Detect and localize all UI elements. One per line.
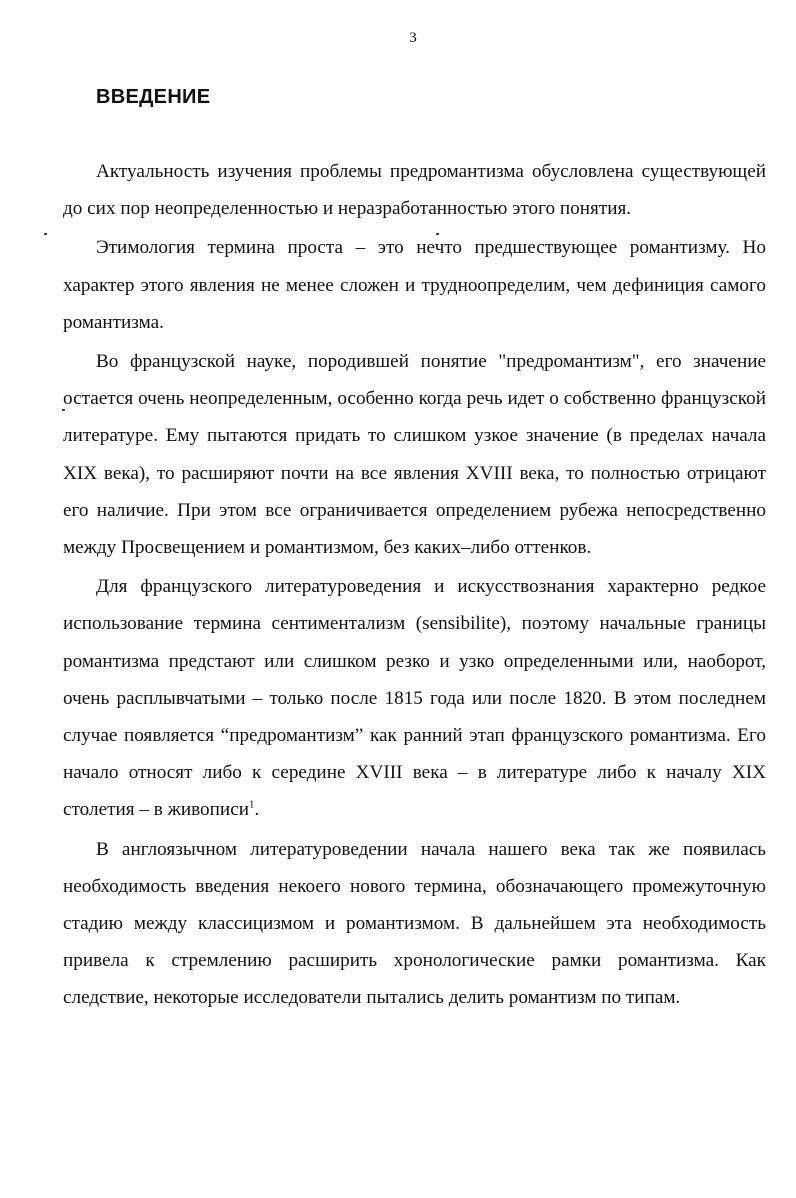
scan-speck <box>62 409 65 411</box>
paragraph: Во французской науке, породившей понятие "предромантизм", его значение остается очень неопределенным, особенно когда речь идет о собственно французской литературе. Ему пытаются придать то слишком узкое значение (в пределах начала XIX века), то расширяют почти на все явления XVIII века, то полностью отрицают его наличие. При этом все ограничивается определением рубежа непосредственно между Просвещением и романтизмом, без каких–либо оттенков. <box>63 351 766 559</box>
scan-speck <box>436 233 439 235</box>
scan-speck <box>44 233 47 235</box>
body-text <box>63 153 766 1017</box>
paragraph-text: Для французского литературоведения и искусствознания характерно редкое использование термина сентиментализм (sensibilite), поэтому начальные границы романтизма предстают или слишком резко и узко определенными или, наоборот, очень расплывчатыми – только после 1815 года или после 1820. В этом последнем случае появляется “предромантизм” как ранний этап французского романтизма. Его начало относят либо к середине XVIII века – в литературе либо к началу XIX столетия – в живописи <box>63 576 766 821</box>
page-number: 3 <box>409 30 417 46</box>
footnote-tail: . <box>254 799 260 821</box>
footnote-mark: 1 <box>248 799 255 812</box>
paragraph: В англоязычном литературоведении начала нашего века так же появилась необходимость введения некоего нового термина, обозначающего промежуточную стадию между классицизмом и романтизмом. В дальнейшем эта необходимость привела к стремлению расширить хронологические рамки романтизма. Как следствие, некоторые исследователи пытались делить романтизм по типам. <box>63 838 766 1009</box>
paragraph: Этимология термина проста – это нечто предшествующее романтизму. Но характер этого явления не менее сложен и трудноопределим, чем дефиниция самого романтизма. <box>63 237 766 333</box>
page-title: ВВЕДЕНИЕ <box>96 86 211 108</box>
paragraph: Актуальность изучения проблемы предромантизма обусловлена существующей до сих пор неопределенностью и неразработанностью этого понятия. <box>63 161 766 220</box>
paragraph <box>63 568 766 828</box>
